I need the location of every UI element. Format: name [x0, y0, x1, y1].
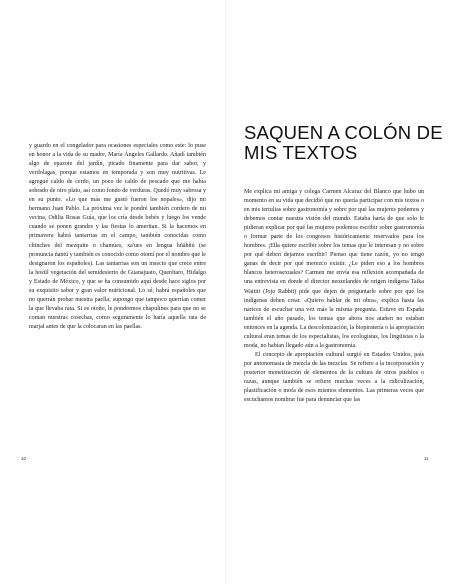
- right-paragraph: Me explica mi amiga y colega Carmen Alcaraz del Blanco que hubo un momento en su vida que decidió que no quería participar con mis textos o en mis tertulias sobre gastronomía y sobre por qué las mujeres podemos y debemos contar nuestra visión del mundo. Estaba harta de que solo le pidieran explicar por qué las mujeres podemos escribir sobre gastronomía o formar parte de los congresos históricamente reservados para los hombres. ¡Ella quiere escribir sobre los temas que le interesan y no sobre por qué deben dejarnos escribir! Pienso que tiene razón, yo no tengo ganas de decir por qué merezco existir. ¿Le piden eso a los hombres blancos heterosexuales? Carmen me envía esa reflexión acompañada de una entrevista en donde el director neozelandés de origen indígena Taika Waititi (Jojo Rabbit) pide que dejen de preguntarle sobre por qué los indígenas deben crear. «Quiero hablar de mi obra», explica hasta las narices de escuchar una vez más la misma pregunta. Estuve en España también el año pasado, los temas que ahora nos atañen no estaban entonces en la agenda. La descolonización, la biopiratería o la apropiación cultural eran temas de los especialistas, los ecologistas, los lingüistas o la moda, no habían llegado aún a la gastronomía.: [244, 189, 424, 349]
- right-page: [226, 0, 452, 584]
- chapter-title-line: MIS TEXTOS: [244, 142, 358, 163]
- left-page-number: 10: [21, 456, 27, 461]
- chapter-title-line: SAQUEN A COLÓN DE: [244, 122, 443, 143]
- chapter-title: [244, 123, 443, 163]
- left-paragraph: y guardo en el congelador para ocasiones especiales como este: lo puse en honor a la vida de su madre, María Ángeles Gallardo. Añadí también algo de epazote del jardín, picado finamente para dar sabor, y verdolagas, porque estamos en temporada y son muy nutritivas. Le agregué caldo de cerdo, un poco de caldo de pescado que me había sobrado de otro plato, así como fondo de verduras. Quedó muy sabrosa y en su punto. «Lo que más me gustó fueron los nopales», dijo mi hermano Juan Pablo. La próxima vez le pondré también cordero de mi vecina, Odilia Rosas Guía, que los cría desde bebés y luego los vende cuando se ponen grandes y las fiestas lo ameritan. Si la hacemos en primavera habrá tantarrias en el campo, también conocidas como chinches del mezquite o chamúes, xa'ues en lengua hñähñú (se pronuncia ñantú y también es conocido como otomí por el nombre que le designaron los españoles). Las tantarrias son un insecto que crece entre la hostil vegetación del semidesierto de Guanajuato, Querétaro, Hidalgo y Estado de México, y que se ha consumido aquí desde hace siglos por su exquisito sabor y gran valor nutricional. Lo sé, habrá españoles que no querrán probar nuestra paella; supongo que tampoco querrían comer la que llevaba rata. Si es otoño, le pondremos chapulines para que no se coman nuestras cosechas, como seguramente lo haría aquella rata de marjal antes de que la colocaran en las paellas.: [29, 143, 206, 330]
- right-paragraph: El concepto de apropiación cultural surgió en Estados Unidos, país por antonomasia de mezcla de las mezclas. Se refiere a la incorporación y posterior monetización de elementos de la cultura de otros pueblos o razas, aunque también se refiere muchas veces a la ridiculización, plastificación o mofa de esos mismos elementos. Las primeras veces que escuchamos nombrar fue para denunciar que las: [244, 351, 424, 404]
- left-page-body: [29, 142, 206, 332]
- right-page-number: 11: [424, 456, 429, 461]
- right-page-body: [244, 188, 424, 405]
